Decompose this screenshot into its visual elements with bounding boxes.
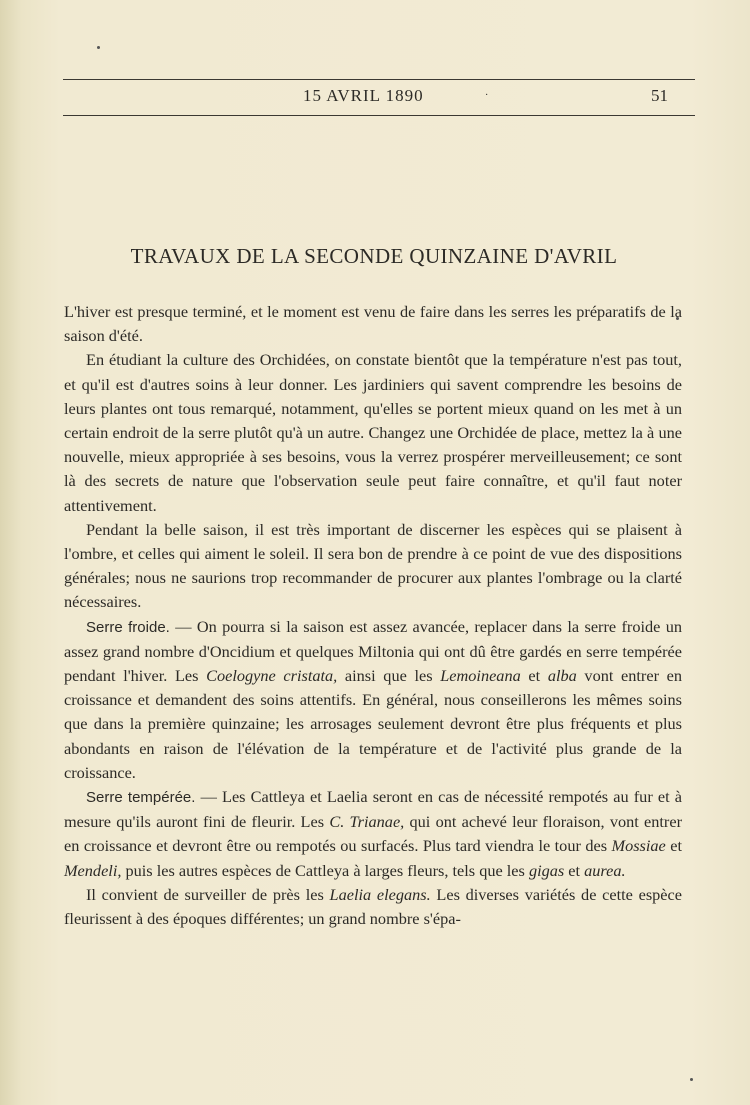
section-heading-serre-froide: Serre froide. (86, 618, 170, 636)
section-heading-serre-temperee: Serre tempérée. (86, 789, 196, 807)
text-run: et (520, 666, 548, 686)
paragraph-3: Pendant la belle saison, il est très important de discerner les espèces qui se plaisent à l'ombre, et celles qui aiment le soleil. Il sera bon de prendre à ce point de vue des dispositions générales; nous ne saurions trop recommander de procurer aux plantes l'ombrage ou la clarté nécessaires. (64, 519, 682, 612)
paragraph-serre-temperee (64, 785, 682, 883)
text-run: — Les Cattleya et Laelia seront en cas de nécessité rempotés au fur et à mesure qu'ils auront fini de fleurir. Les (64, 787, 682, 832)
species-name: Mossiae (611, 836, 666, 856)
article-body (64, 300, 682, 931)
text-run: Les diverses variétés de cette espèce fleurissent à des époques différentes; un grand nombre s'épa- (64, 884, 682, 929)
text-run: ainsi que les (337, 666, 441, 686)
text-run: et (665, 836, 682, 856)
species-name: Mendeli, (64, 860, 122, 880)
paragraph-2: En étudiant la culture des Orchidées, on constate bientôt que la température n'est pas tout, et qu'il est d'autres soins à leur donner. Les jardiniers qui savent comprendre les besoins de leurs plantes ont tous remarqué, notamment, qu'elles se portent mieux quand on les met à un certain endroit de la serre plutôt qu'à un autre. Changez une Orchidée de place, mettez la à une nouvelle, mieux appropriée à ses besoins, vous la verrez prospérer merveilleusement; ce sont là des secrets de nature que l'observation seule peut faire connaître, et qu'il faut noter attentivement. (64, 350, 682, 515)
text-run: — On pourra si la saison est assez avancée, replacer dans la serre froide un assez grand nombre d'Oncidium et quelques Miltonia qui ont dû être gardés en serre tempérée pendant l'hiver. Les (64, 616, 682, 686)
text-run: puis les autres espèces de Cattleya à larges fleurs, tels que les (121, 860, 529, 880)
text-run: vont entrer en croissance et demandent des soins attentifs. En général, nous conseillerons les mêmes soins que dans la première quinzaine; les arrosages seulement devront être plus fréquents et plus abondants en raison de l'élévation de la température et de l'activité plus grande de la croissance. (64, 666, 683, 782)
paragraph-1: L'hiver est presque terminé, et le moment est venu de faire dans les serres les préparatifs de la saison d'été. (64, 302, 682, 346)
header-rule-top (63, 79, 695, 80)
header-date: 15 AVRIL 1890 (303, 86, 424, 105)
paragraph-6 (64, 883, 682, 931)
running-header (63, 86, 695, 110)
page-number: 51 (651, 86, 668, 105)
species-name: gigas (528, 860, 565, 880)
header-rule-bottom (63, 115, 695, 116)
species-name: C. Trianae, (329, 812, 405, 832)
header-separator: · (485, 90, 489, 101)
paragraph-serre-froide (64, 615, 682, 785)
species-name: Laelia elegans. (329, 884, 431, 904)
species-name: Lemoineana (440, 666, 521, 686)
text-run: et (564, 860, 585, 880)
paper-speck (690, 1078, 693, 1081)
species-name: alba (547, 666, 577, 686)
paper-speck (97, 46, 100, 49)
text-run: qui ont achevé leur floraison, vont entrer en croissance et devront être ou rempotés ou surfacés. Plus tard viendra le tour des (64, 812, 682, 856)
text-run: Il convient de surveiller de près les (86, 884, 330, 904)
species-name: Coelogyne cristata, (206, 666, 338, 686)
species-name: aurea. (584, 860, 626, 880)
article-title: TRAVAUX DE LA SECONDE QUINZAINE D'AVRIL (130, 244, 618, 268)
